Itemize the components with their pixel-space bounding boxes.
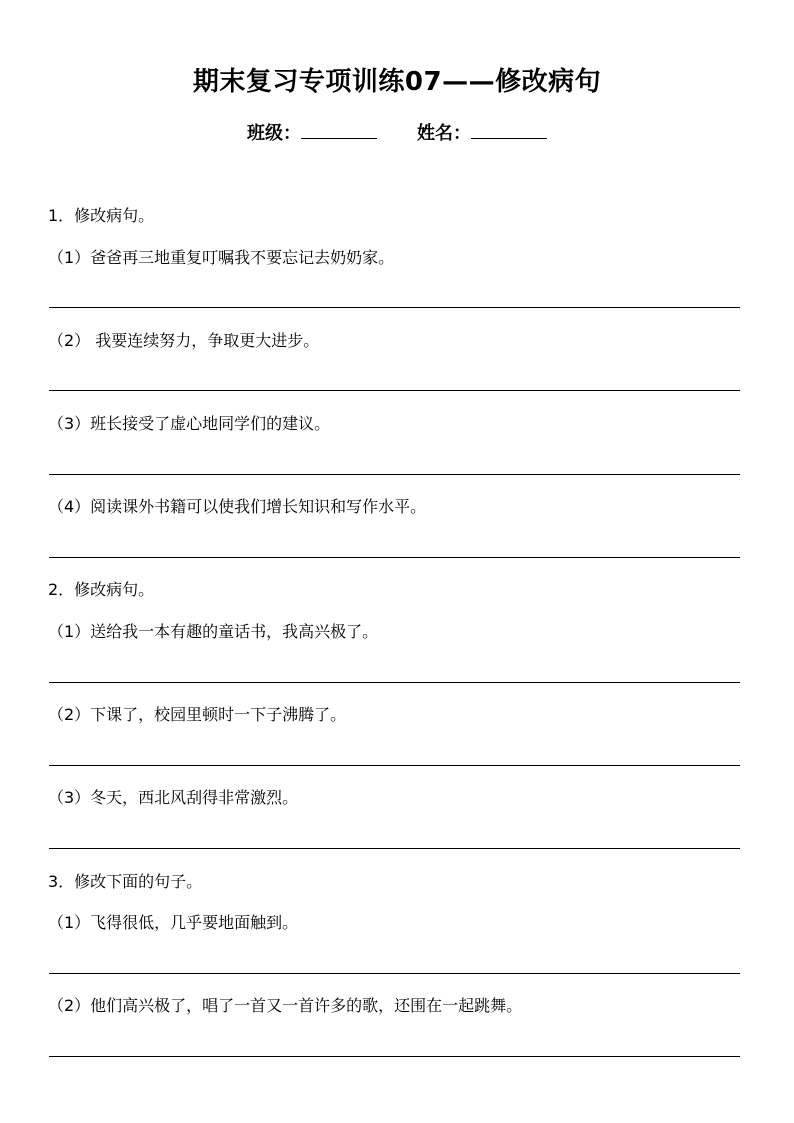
answer-line-1-4[interactable] [49,557,740,558]
answer-line-3-1[interactable] [49,973,740,974]
question-1-heading: 1．修改病句。 [48,206,155,225]
name-label: 姓名： [417,123,471,144]
question-1-item-2: （2） 我要连续努力，争取更大进步。 [48,331,320,350]
answer-line-1-2[interactable] [49,390,740,391]
student-info [0,120,794,148]
question-1-item-4: （4）阅读课外书籍可以使我们增长知识和写作水平。 [48,497,427,516]
answer-line-1-3[interactable] [49,474,740,475]
answer-line-3-2[interactable] [49,1056,740,1057]
answer-line-2-2[interactable] [49,765,740,766]
answer-line-2-3[interactable] [49,848,740,849]
question-3-heading: 3．修改下面的句子。 [48,872,203,891]
question-2-item-1: （1）送给我一本有趣的童话书，我高兴极了。 [48,622,379,641]
answer-line-2-1[interactable] [49,682,740,683]
question-1-item-1: （1）爸爸再三地重复叮嘱我不要忘记去奶奶家。 [48,248,395,267]
question-2-item-3: （3）冬天，西北风刮得非常激烈。 [48,788,299,807]
name-blank[interactable] [471,122,547,139]
question-2-heading: 2．修改病句。 [48,580,155,599]
question-1-item-3: （3）班长接受了虚心地同学们的建议。 [48,414,331,433]
page-title: 期末复习专项训练07——修改病句 [192,67,602,97]
class-blank[interactable] [301,122,377,139]
class-label: 班级： [247,123,301,144]
question-3-item-1: （1）飞得很低，几乎要地面触到。 [48,913,299,932]
question-2-item-2: （2）下课了，校园里顿时一下子沸腾了。 [48,705,347,724]
question-3-item-2: （2）他们高兴极了，唱了一首又一首许多的歌，还围在一起跳舞。 [48,996,523,1015]
answer-line-1-1[interactable] [49,307,740,308]
